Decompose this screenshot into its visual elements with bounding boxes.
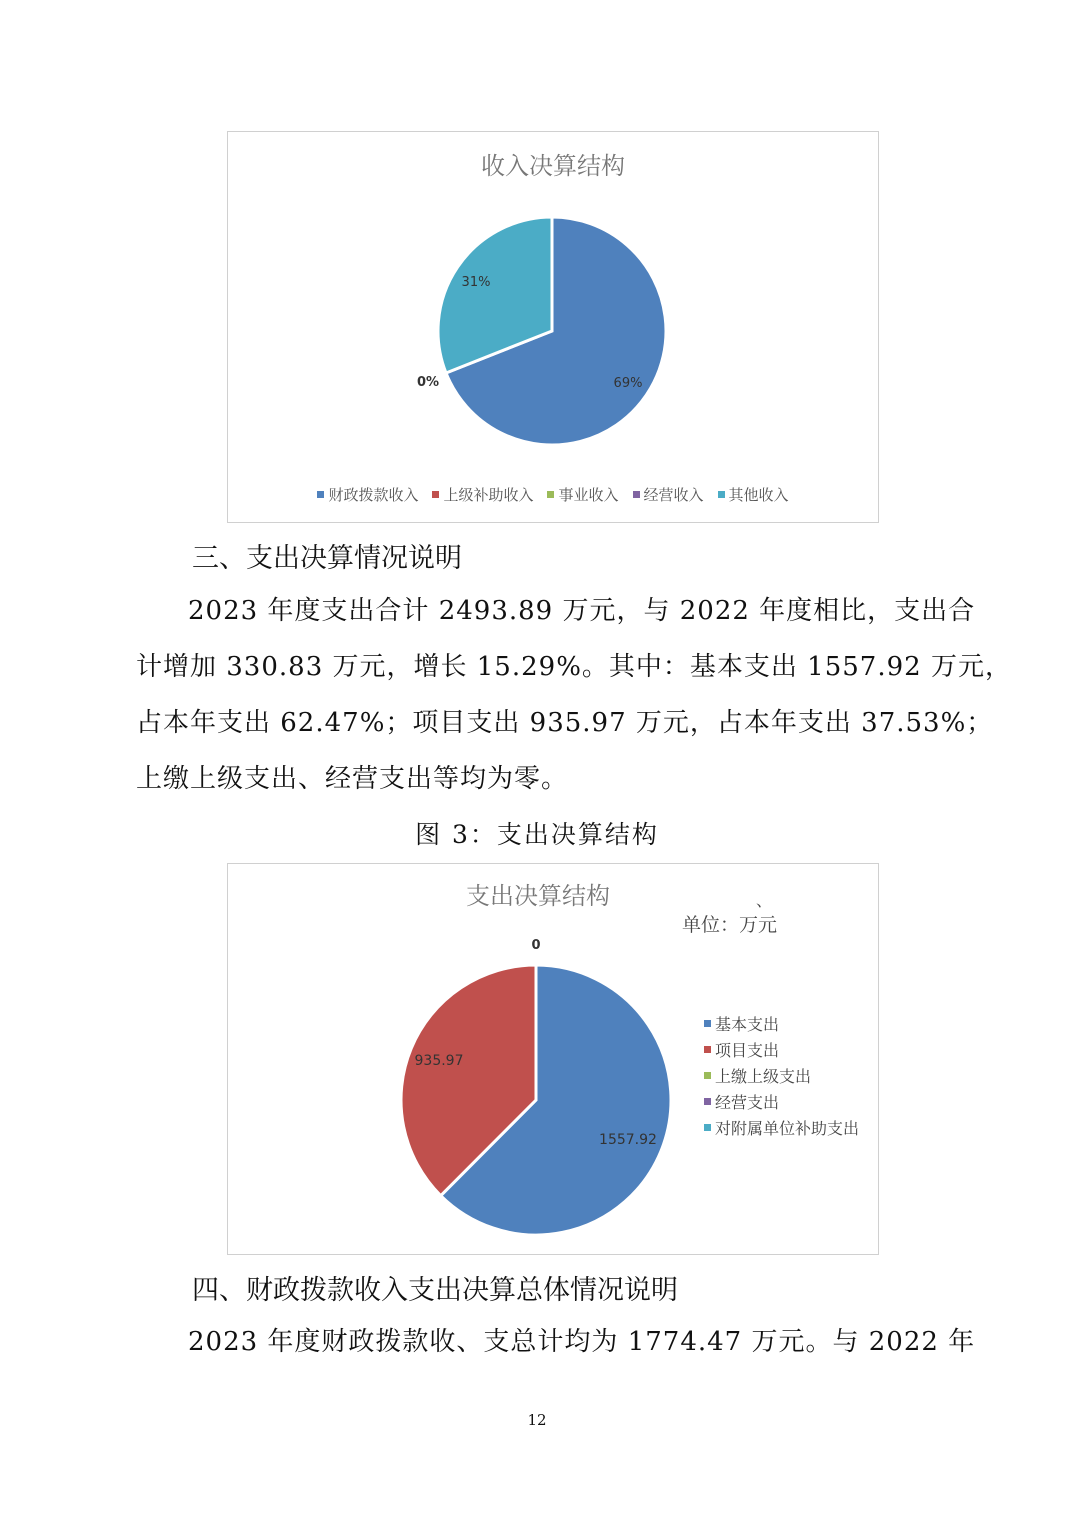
chart2-stray-mark: 、 <box>756 891 773 910</box>
chart1-legend-label: 事业收入 <box>558 486 619 504</box>
chart2-legend-item <box>704 1114 859 1140</box>
chart1-legend-swatch <box>547 491 554 498</box>
chart2-legend <box>704 1010 859 1140</box>
chart2-legend-swatch <box>704 1046 711 1053</box>
chart2-title: 支出决算结构 <box>466 882 610 910</box>
chart1-legend-label: 经营收入 <box>643 486 704 504</box>
page-number: 12 <box>527 1411 547 1429</box>
chart1-data-label-5: 31% <box>461 275 491 290</box>
section3-line-2: 计增加 330.83 万元，增长 15.29%。其中：基本支出 1557.92 万元， <box>136 652 1012 682</box>
chart2-legend-label: 对附属单位补助支出 <box>715 1118 860 1138</box>
chart2-plot <box>228 864 698 1254</box>
chart1-plot <box>228 132 878 472</box>
section3-paragraph <box>136 583 1012 807</box>
chart1-legend-swatch <box>432 491 439 498</box>
section4-paragraph <box>136 1314 976 1370</box>
section3-line-4: 上缴上级支出、经营支出等均为零。 <box>136 764 569 794</box>
chart1-legend-item <box>718 484 789 505</box>
section3-line-3: 占本年支出 62.47%；项目支出 935.97 万元，占本年支出 37.53%； <box>136 708 994 738</box>
chart2-legend-label: 上缴上级支出 <box>715 1066 812 1086</box>
figure3-caption: 图 3：支出决算结构 <box>415 820 659 849</box>
expenditure-structure-chart <box>227 863 879 1255</box>
chart2-legend-label: 项目支出 <box>715 1040 780 1060</box>
chart1-title: 收入决算结构 <box>481 152 625 180</box>
chart1-legend-swatch <box>317 491 324 498</box>
section3-heading: 三、支出决算情况说明 <box>192 543 462 574</box>
chart2-legend-swatch <box>704 1072 711 1079</box>
chart2-data-label-3: 0 <box>531 938 541 953</box>
income-structure-chart <box>227 131 879 523</box>
chart1-legend-label: 上级补助收入 <box>443 486 534 504</box>
chart1-legend-swatch <box>633 491 640 498</box>
chart1-legend-swatch <box>718 491 725 498</box>
section3-line-1: 2023 年度支出合计 2493.89 万元，与 2022 年度相比，支出合 <box>188 596 976 626</box>
chart2-legend-swatch <box>704 1124 711 1131</box>
chart2-unit-label: 单位：万元 <box>682 914 778 936</box>
chart2-legend-item <box>704 1036 859 1062</box>
chart2-legend-item <box>704 1062 859 1088</box>
section4-heading: 四、财政拨款收入支出决算总体情况说明 <box>192 1275 678 1306</box>
chart1-data-label-1: 69% <box>613 376 643 391</box>
chart1-legend-item <box>317 484 418 505</box>
chart1-legend-item <box>547 484 618 505</box>
section4-line-1: 2023 年度财政拨款收、支总计均为 1774.47 万元。与 2022 年 <box>188 1327 976 1357</box>
chart1-legend-item <box>432 484 533 505</box>
chart2-data-label-1: 1557.92 <box>599 1132 657 1148</box>
chart2-legend-item <box>704 1010 859 1036</box>
chart2-legend-label: 基本支出 <box>715 1014 780 1034</box>
chart1-legend-label: 其他收入 <box>728 486 789 504</box>
chart1-legend-label: 财政拨款收入 <box>328 486 419 504</box>
chart2-legend-item <box>704 1088 859 1114</box>
chart1-data-label-4: 0% <box>416 375 440 390</box>
chart2-legend-label: 经营支出 <box>715 1092 780 1112</box>
chart2-data-label-2: 935.97 <box>414 1053 464 1069</box>
chart1-legend-item <box>633 484 704 505</box>
chart1-legend <box>228 484 878 505</box>
chart2-legend-swatch <box>704 1020 711 1027</box>
chart2-legend-swatch <box>704 1098 711 1105</box>
